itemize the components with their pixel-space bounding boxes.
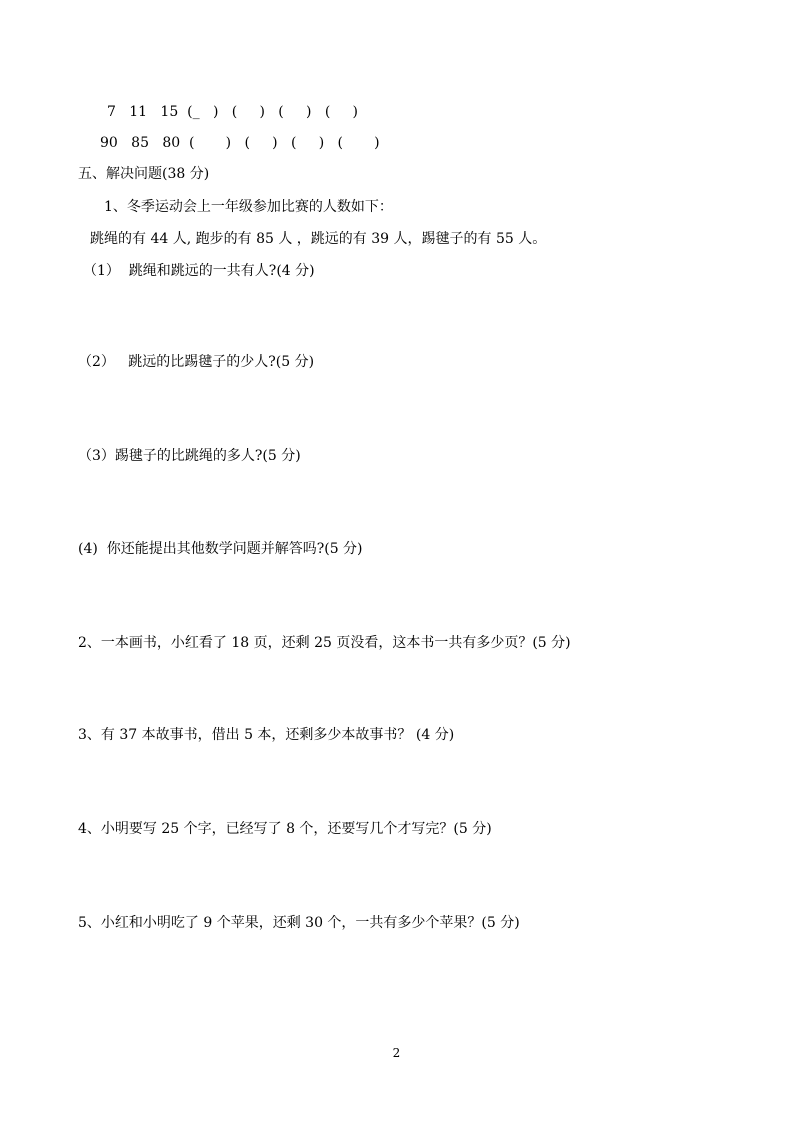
section-title: 五、解决问题(38 分): [78, 166, 210, 182]
question-1-part-2: （2） 跳远的比踢毽子的少人?(5 分): [78, 354, 315, 370]
question-3: 3、有 37 本故事书，借出 5 本，还剩多少本故事书？ (4 分): [78, 727, 455, 743]
question-2: 2、一本画书，小红看了 18 页，还剩 25 页没看，这本书一共有多少页？(5 分): [78, 635, 571, 651]
question-1-part-3: （3）踢毽子的比跳绳的多人?(5 分): [78, 448, 301, 464]
question-5: 5、小红和小明吃了 9 个苹果，还剩 30 个，一共有多少个苹果？(5 分): [78, 915, 520, 931]
question-1-part-4: (4) 你还能提出其他数学问题并解答吗?(5 分): [78, 541, 363, 557]
number-sequence-row-1: 7 11 15 (_ ) ( ) ( ) ( ): [107, 104, 358, 120]
question-1-intro: 1、冬季运动会上一年级参加比赛的人数如下：: [104, 199, 393, 215]
page-number: 2: [392, 1046, 401, 1060]
question-1-part-1: （1） 跳绳和跳远的一共有人?(4 分): [83, 263, 315, 279]
question-1-data: 跳绳的有 44 人, 跑步的有 85 人 ，跳远的有 39 人，踢毽子的有 55 人。: [90, 231, 547, 247]
number-sequence-row-2: 90 85 80 ( ) ( ) ( ) ( ): [100, 135, 380, 151]
question-4: 4、小明要写 25 个字，已经写了 8 个，还要写几个才写完？(5 分): [78, 821, 492, 837]
